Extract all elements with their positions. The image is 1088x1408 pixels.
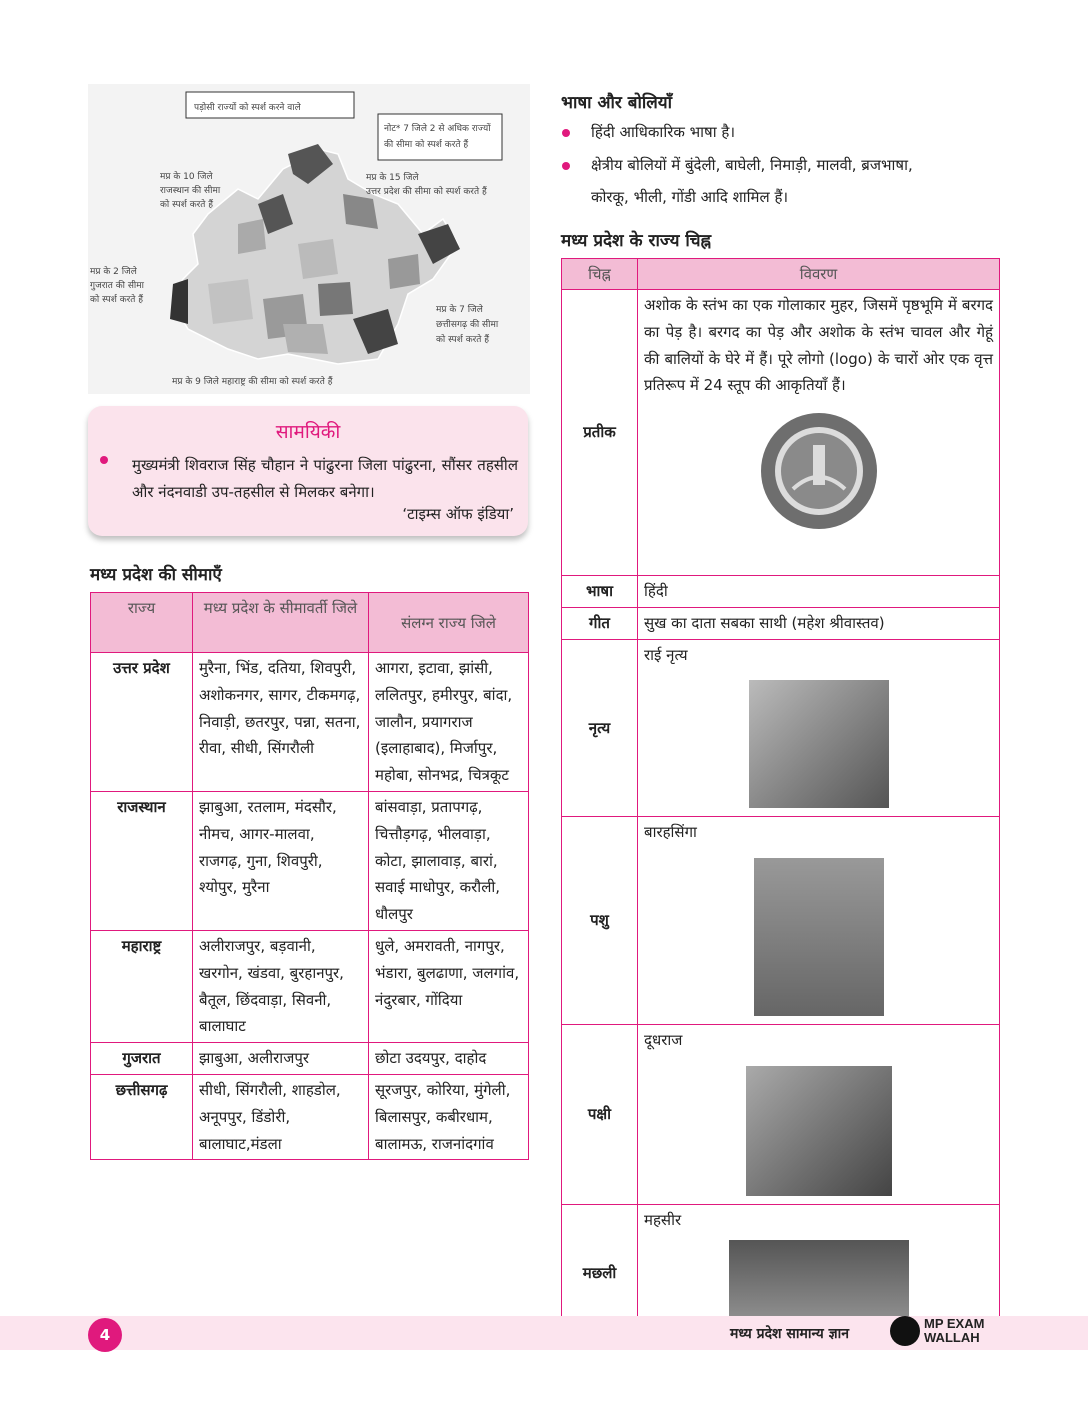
samayiki-source: ‘टाइम्स ऑफ इंडिया’ [402,505,514,523]
barasingha-photo [754,858,884,1016]
footer-title: मध्य प्रदेश सामान्य ज्ञान [730,1326,850,1342]
table-row-language [562,576,1000,608]
table-row [91,1074,529,1159]
header-state: राज्य [91,593,193,653]
symbols-table [561,258,1000,1343]
mp-districts: झाबुआ, रतलाम, मंदसौर, नीमच, आगर-मालवा, राजगढ़, गुना, शिवपुरी, श्योपुर, मुरैना [193,791,369,930]
map-chh-label: छत्तीसगढ़ की सीमा [436,320,499,330]
symbol-value: दूधराज [644,1031,683,1050]
map-gujarat-label: मप्र के 2 जिले [90,267,137,277]
mp-districts: मुरैना, भिंड, दतिया, शिवपुरी, अशोकनगर, सागर, टीकमगढ़, निवाड़ी, छतरपुर, पन्ना, सतना, रीवा, सीधी, सिंगरौली [193,653,369,792]
table-row [91,791,529,930]
table-row [91,930,529,1042]
map-gujarat-label: को स्पर्श करते हैं [90,295,144,305]
bullet-icon [562,162,570,170]
mp-emblem-icon [753,409,885,533]
bullet-icon [100,456,108,464]
symbol-cell [638,639,1000,817]
symbol-value: सुख का दाता सबका साथी (महेश श्रीवास्तव) [638,607,1000,639]
mp-districts: अलीराजपुर, बड़वानी, खरगोन, खंडवा, बुरहानपुर, बैतूल, छिंदवाड़ा, सिवनी, बालाघाट [193,930,369,1042]
map-chh-label: को स्पर्श करते हैं [436,335,490,345]
adjacent-districts: सूरजपुर, कोरिया, मुंगेली, बिलासपुर, कबीरधाम, बालामऊ, राजनांदगांव [369,1074,529,1159]
symbol-value: महसीर [644,1210,682,1229]
emblem-image [753,409,885,533]
table-header-row [91,593,529,653]
brand-line-1: MP EXAM [924,1316,985,1331]
state-name: राजस्थान [91,791,193,930]
adjacent-districts: आगरा, इटावा, झांसी, ललितपुर, हमीरपुर, बांदा, जालौन, प्रयागराज (इलाहाबाद), मिर्जापुर, महोबा, सोनभद्र, चित्रकूट [369,653,529,792]
page-number: 4 [88,1318,122,1352]
brand-logo-icon [890,1316,920,1346]
samayiki-text: मुख्यमंत्री शिवराज सिंह चौहान ने पांढुरना जिला पांढुरना, सौंसर तहसील और नंदनवाडी उप-तहसील से मिलकर बनेगा। [132,456,518,501]
state-name: महाराष्ट्र [91,930,193,1042]
map-chh-label: मप्र के 7 जिले [436,305,483,315]
map-rajasthan-label: राजस्थान की सीमा [160,186,221,196]
symbol-cell [638,1025,1000,1205]
map-figure [88,84,530,394]
brand-logo [890,1314,1000,1350]
table-row-bird [562,1025,1000,1205]
symbol-cell [638,290,1000,576]
map-up-label: मप्र के 15 जिले [366,173,419,183]
symbol-label: भाषा [562,576,638,608]
table-row-song [562,607,1000,639]
language-bullet-1: हिंदी आधिकारिक भाषा है। [591,123,736,141]
samayiki-box [88,406,528,536]
state-name: गुजरात [91,1043,193,1075]
borders-heading: मध्य प्रदेश की सीमाएँ [90,565,222,585]
table-row-dance [562,639,1000,817]
adjacent-districts: बांसवाड़ा, प्रतापगढ़, चित्तौड़गढ़, भीलवाड़ा, कोटा, झालावाड़, बारां, सवाई माधोपुर, करौली, धौलपुर [369,791,529,930]
rai-dance-photo [749,680,889,808]
table-row-animal [562,817,1000,1025]
symbol-value: बारहसिंगा [644,823,697,842]
map-note-label: नोट* 7 जिले 2 से अधिक राज्यों [384,124,491,134]
map-up-label: उत्तर प्रदेश की सीमा को स्पर्श करते हैं [366,187,487,197]
symbol-label: पक्षी [562,1025,638,1205]
table-row [91,1043,529,1075]
language-bullet-2-line-1: क्षेत्रीय बोलियों में बुंदेली, बाघेली, निमाड़ी, मालवी, ब्रजभाषा, [591,156,913,174]
table-header-row [562,259,1000,290]
table-row [91,653,529,792]
map-rajasthan-label: मप्र के 10 जिले [160,172,213,182]
header-symbol: चिह्न [562,259,638,290]
map-maharashtra-label: मप्र के 9 जिले महाराष्ट्र की सीमा को स्पर्श करते हैं [172,377,333,387]
symbol-label: मछली [562,1204,638,1342]
symbols-heading: मध्य प्रदेश के राज्य चिह्न [561,231,712,251]
state-name: उत्तर प्रदेश [91,653,193,792]
adjacent-districts: धुले, अमरावती, नागपुर, भंडारा, बुलढाणा, जलगांव, नंदुरबार, गोंदिया [369,930,529,1042]
dudhraj-photo [746,1066,892,1196]
map-top-label: पड़ोसी राज्यों को स्पर्श करने वाले [194,103,301,113]
state-name: छत्तीसगढ़ [91,1074,193,1159]
header-mp-districts: मध्य प्रदेश के सीमावर्ती जिले [193,593,369,653]
map-rajasthan-label: को स्पर्श करते हैं [160,200,214,210]
symbol-value: हिंदी [638,576,1000,608]
brand-text [924,1317,984,1345]
symbol-cell [638,817,1000,1025]
symbol-label: पशु [562,817,638,1025]
brand-line-2: WALLAH [924,1330,980,1345]
header-description: विवरण [638,259,1000,290]
adjacent-districts: छोटा उदयपुर, दाहोद [369,1043,529,1075]
language-bullet-2-line-2: कोरकू, भीली, गोंडी आदि शामिल हैं। [591,188,789,206]
symbol-label: नृत्य [562,639,638,817]
symbol-label: गीत [562,607,638,639]
borders-table [90,592,529,1160]
emblem-description: अशोक के स्तंभ का एक गोलाकार मुहर, जिसमें पृष्ठभूमि में बरगद का पेड़ है। बरगद का पेड़ और अशोक के स्तंभ चावल और गेहूं की बालियों के घेरे में हैं। पूरे लोगो (logo) के चारों ओर एक वृत्त प्रतिरूप में 24 स्तूप की आकृतियाँ हैं। [644,296,993,395]
bullet-icon [562,129,570,137]
symbol-value: राई नृत्य [644,645,688,664]
map-gujarat-label: गुजरात की सीमा [90,281,144,291]
mp-districts: सीधी, सिंगरौली, शाहडोल, अनूपपुर, डिंडोरी, बालाघाट,मंडला [193,1074,369,1159]
header-adjacent-districts: संलग्न राज्य जिले [369,593,529,653]
map-note-label: की सीमा को स्पर्श करते हैं [384,140,469,150]
samayiki-title: सामयिकी [275,421,341,443]
language-heading: भाषा और बोलियाँ [561,93,673,113]
mp-districts: झाबुआ, अलीराजपुर [193,1043,369,1075]
mp-border-districts-map [88,84,530,394]
table-row-emblem [562,290,1000,576]
symbol-label: प्रतीक [562,290,638,576]
